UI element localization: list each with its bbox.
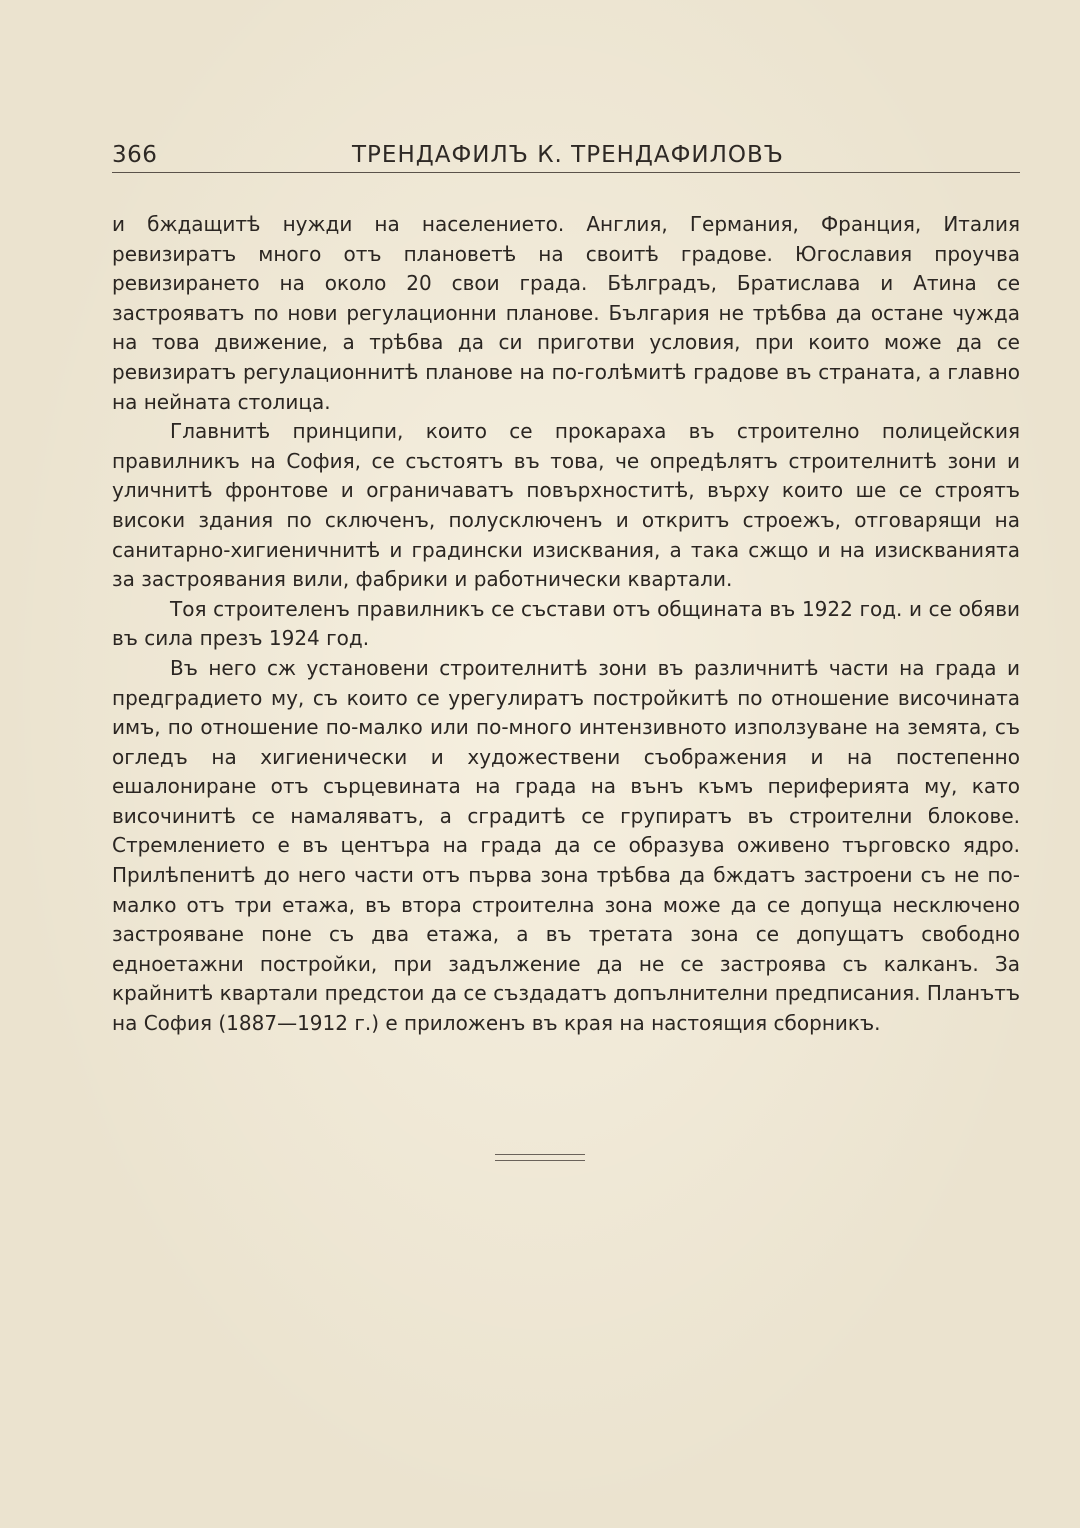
body-text (112, 210, 1020, 1039)
paragraph-4: Въ него сж установени строителнитѣ зони въ различнитѣ части на града и предградието му, съ които се урегулиратъ постройкитѣ по отношение височината имъ, по отношение по-малко или по-много интензивното използуване на земята, съ огледъ на хигиенически и художествени съображения и на постепенно ешалониране отъ сърцевината на града на вънъ къмъ периферията му, като височинитѣ се намаляватъ, а сградитѣ се групиратъ въ строителни блокове. Стремлението е въ центъра на града да се образува оживено търговско ядро. Прилѣпенитѣ до него части отъ първа зона трѣбва да бждатъ застроени съ не по-малко отъ три етажа, въ втора строителна зона може да се допуща несключено застрояване поне съ два етажа, а въ третата зона се допущатъ свободно едноетажни постройки, при задължение да не се застроява съ калканъ. За крайнитѣ квартали предстои да се създадатъ допълнителни предписания. Планътъ на София (1887—1912 г.) е приложенъ въ края на настоящия сборникъ. (112, 655, 1020, 1036)
end-of-chapter-rule (495, 1154, 585, 1161)
paragraph-3: Тоя строителенъ правилникъ се състави отъ общината въ 1922 год. и се обяви въ сила презъ 1924 год. (112, 596, 1020, 651)
paragraph-1: и бждащитѣ нужди на населението. Англия, Германия, Франция, Италия ревизиратъ много отъ плановетѣ на своитѣ градове. Югославия проучва ревизирането на около 20 свои града. Бѣлградъ, Братислава и Атина се застрояватъ по нови регулационни планове. България не трѣбва да остане чужда на това движение, а трѣбва да си приготви условия, при които може да се ревизиратъ регулационнитѣ планове на по-голѣмитѣ градове въ страната, а главно на нейната столица. (112, 212, 1020, 414)
running-title: ТРЕНДАФИЛЪ К. ТРЕНДАФИЛОВЪ (352, 142, 784, 168)
page-header (112, 138, 1020, 174)
page-number: 366 (112, 142, 158, 168)
header-rule (112, 172, 1020, 173)
paragraph-2: Главнитѣ принципи, които се прокараха въ строително полицейския правилникъ на София, се състоятъ въ това, че опредѣлятъ строителнитѣ зони и уличнитѣ фронтове и ограничаватъ повърхноститѣ, върху които ше се строятъ високи здания по сключенъ, полусключенъ и откритъ строежъ, отговарящи на санитарно-хигиеничнитѣ и градински изисквания, а така сжщо и на изискванията за застроявания вили, фабрики и работнически квартали. (112, 419, 1020, 592)
